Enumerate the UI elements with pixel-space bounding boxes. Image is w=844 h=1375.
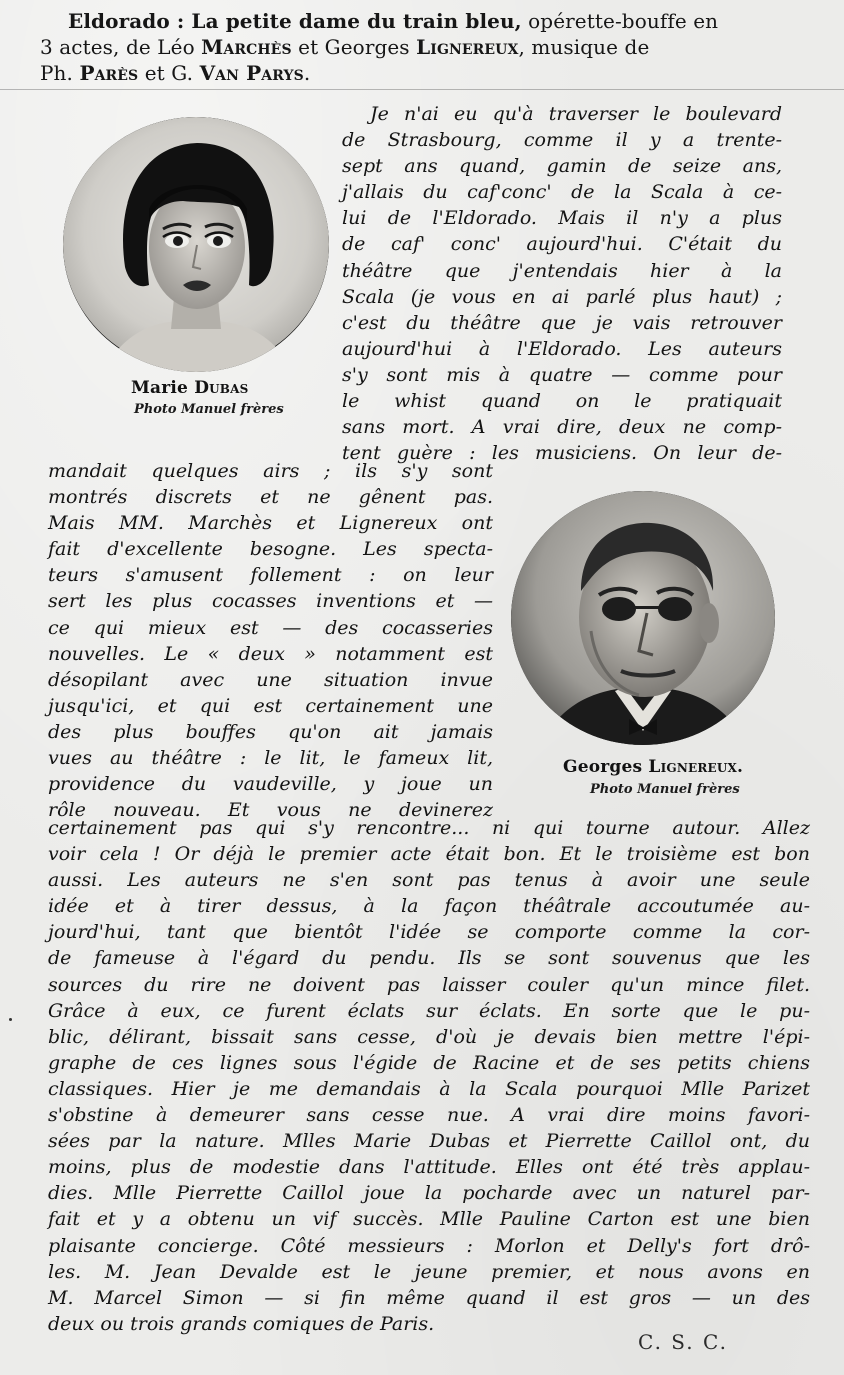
article-line: de caf' conc' aujourd'hui. C'était du <box>342 233 782 256</box>
article-line: Je n'ai eu qu'à traverser le boulevard <box>370 103 782 125</box>
print-speck <box>9 1018 12 1021</box>
article-line: graphe de ces lignes sous l'égide de Racine et de ses petits chiens <box>48 1051 810 1074</box>
article-line: sert les plus cocasses inventions et — <box>48 590 493 613</box>
article-line: lui de l'Eldorado. Mais il n'y a plus <box>342 207 782 230</box>
composer-pares: Parès <box>79 61 139 85</box>
article-line: nouvelles. Le « deux » notamment est <box>48 642 493 665</box>
article-line: théâtre que j'entendais hier à la <box>342 259 782 282</box>
article-line: sans mort. A vrai dire, deux ne comp- <box>342 416 782 439</box>
article-line: j'allais du caf'conc' de la Scala à ce- <box>342 181 782 204</box>
caption-georges-lignereux: Georges Lignereux. <box>563 757 744 777</box>
photo-credit-2: Photo Manuel frères <box>590 782 740 797</box>
article-line: aussi. Les auteurs ne s'en sont pas tenus à avoir une seule <box>48 869 810 892</box>
article-line: jusqu'ici, et qui est certainement une <box>48 694 493 717</box>
article-line: providence du vaudeville, y joue un <box>48 773 493 796</box>
article-line: c'est du théâtre que je vais retrouver <box>342 311 782 334</box>
article-line: jourd'hui, tant que bientôt l'idée se comporte comme la cor- <box>48 921 810 944</box>
article-line: plaisante concierge. Côté messieurs : Morlon et Delly's fort drô- <box>48 1234 810 1257</box>
header-line-1 <box>40 8 790 34</box>
portrait-man-image <box>511 491 775 745</box>
header-line-3: Ph. Parès et G. Van Parys. <box>40 61 311 85</box>
article-line: vues au théâtre : le lit, le fameux lit, <box>48 747 493 770</box>
article-line: dies. Mlle Pierrette Caillol joue la pocharde avec un naturel par- <box>48 1182 810 1205</box>
article-line: blic, délirant, bissait sans cesse, d'où je devais bien mettre l'épi- <box>48 1025 810 1048</box>
article-line: fait d'excellente besogne. Les specta- <box>48 538 493 561</box>
article-line: idée et à tirer dessus, à la façon théâtrale accoutumée au- <box>48 895 810 918</box>
article-line: fait et y a obtenu un vif succès. Mlle Pauline Carton est une bien <box>48 1208 810 1231</box>
article-column-middle-left <box>48 458 493 823</box>
article-line: mandait quelques airs ; ils s'y sont <box>48 460 493 482</box>
article-line: rôle nouveau. Et vous ne devinerez <box>48 799 493 822</box>
article-line: tent guère : les musiciens. On leur de- <box>342 442 782 465</box>
article-line: Mais MM. Marchès et Lignereux ont <box>48 512 493 535</box>
author-signature: C. S. C. <box>638 1330 728 1354</box>
article-line: moins, plus de modestie dans l'attitude. Elles ont été très applau- <box>48 1156 810 1179</box>
composer-van-parys: Van Parys <box>199 61 304 85</box>
article-line: Grâce à eux, ce furent éclats sur éclats. En sorte que le pu- <box>48 999 810 1022</box>
article-line: aujourd'hui à l'Eldorado. Les auteurs <box>342 337 782 360</box>
article-line: ce qui mieux est — des cocasseries <box>48 616 493 639</box>
article-line: certainement pas qui s'y rencontre... ni qui tourne autour. Allez <box>48 817 810 839</box>
header-line-2: 3 actes, de Léo Marchès et Georges Lignereux, musique de <box>40 35 650 59</box>
article-line: montrés discrets et ne gênent pas. <box>48 486 493 509</box>
play-genre: opérette-bouffe en <box>521 9 719 33</box>
venue-name: Eldorado <box>68 9 170 33</box>
article-line: sept ans quand, gamin de seize ans, <box>342 155 782 178</box>
author-lignereux: Lignereux <box>416 35 519 59</box>
portrait-marie-dubas <box>63 117 329 372</box>
caption-marie-dubas: Marie Dubas <box>131 378 249 398</box>
article-line: classiques. Hier je me demandais à la Scala pourquoi Mlle Parizet <box>48 1077 810 1100</box>
article-line: voir cela ! Or déjà le premier acte était bon. Et le troisième est bon <box>48 843 810 866</box>
review-header <box>40 8 790 86</box>
portrait-georges-lignereux <box>511 491 775 745</box>
portrait-woman-image <box>63 117 329 372</box>
author-marches: Marchès <box>201 35 292 59</box>
article-line: les. M. Jean Devalde est le jeune premier, et nous avons en <box>48 1260 810 1283</box>
article-line: de Strasbourg, comme il y a trente- <box>342 129 782 152</box>
article-column-top-right <box>342 101 782 466</box>
header-separator: : <box>169 9 192 33</box>
article-line: s'obstine à demeurer sans cesse nue. A vrai dire moins favori- <box>48 1104 810 1127</box>
article-line: le whist quand on le pratiquait <box>342 390 782 413</box>
article-line: des plus bouffes qu'on ait jamais <box>48 720 493 743</box>
article-line: sées par la nature. Mlles Marie Dubas et Pierrette Caillol ont, du <box>48 1130 810 1153</box>
article-line: désopilant avec une situation invue <box>48 668 493 691</box>
play-title: La petite dame du train bleu, <box>191 9 522 33</box>
article-line: deux ou trois grands comiques de Paris. <box>48 1312 435 1335</box>
article-line: s'y sont mis à quatre — comme pour <box>342 363 782 386</box>
header-divider <box>0 89 844 90</box>
article-line: Scala (je vous en ai parlé plus haut) ; <box>342 285 782 308</box>
article-line: sources du rire ne doivent pas laisser couler qu'un mince filet. <box>48 973 810 996</box>
photo-credit-1: Photo Manuel frères <box>134 402 284 417</box>
article-line: de fameuse à l'égard du pendu. Ils se sont souvenus que les <box>48 947 810 970</box>
article-line: teurs s'amusent follement : on leur <box>48 564 493 587</box>
article-column-bottom-full <box>48 815 810 1337</box>
article-line: M. Marcel Simon — si fin même quand il est gros — un des <box>48 1286 810 1309</box>
